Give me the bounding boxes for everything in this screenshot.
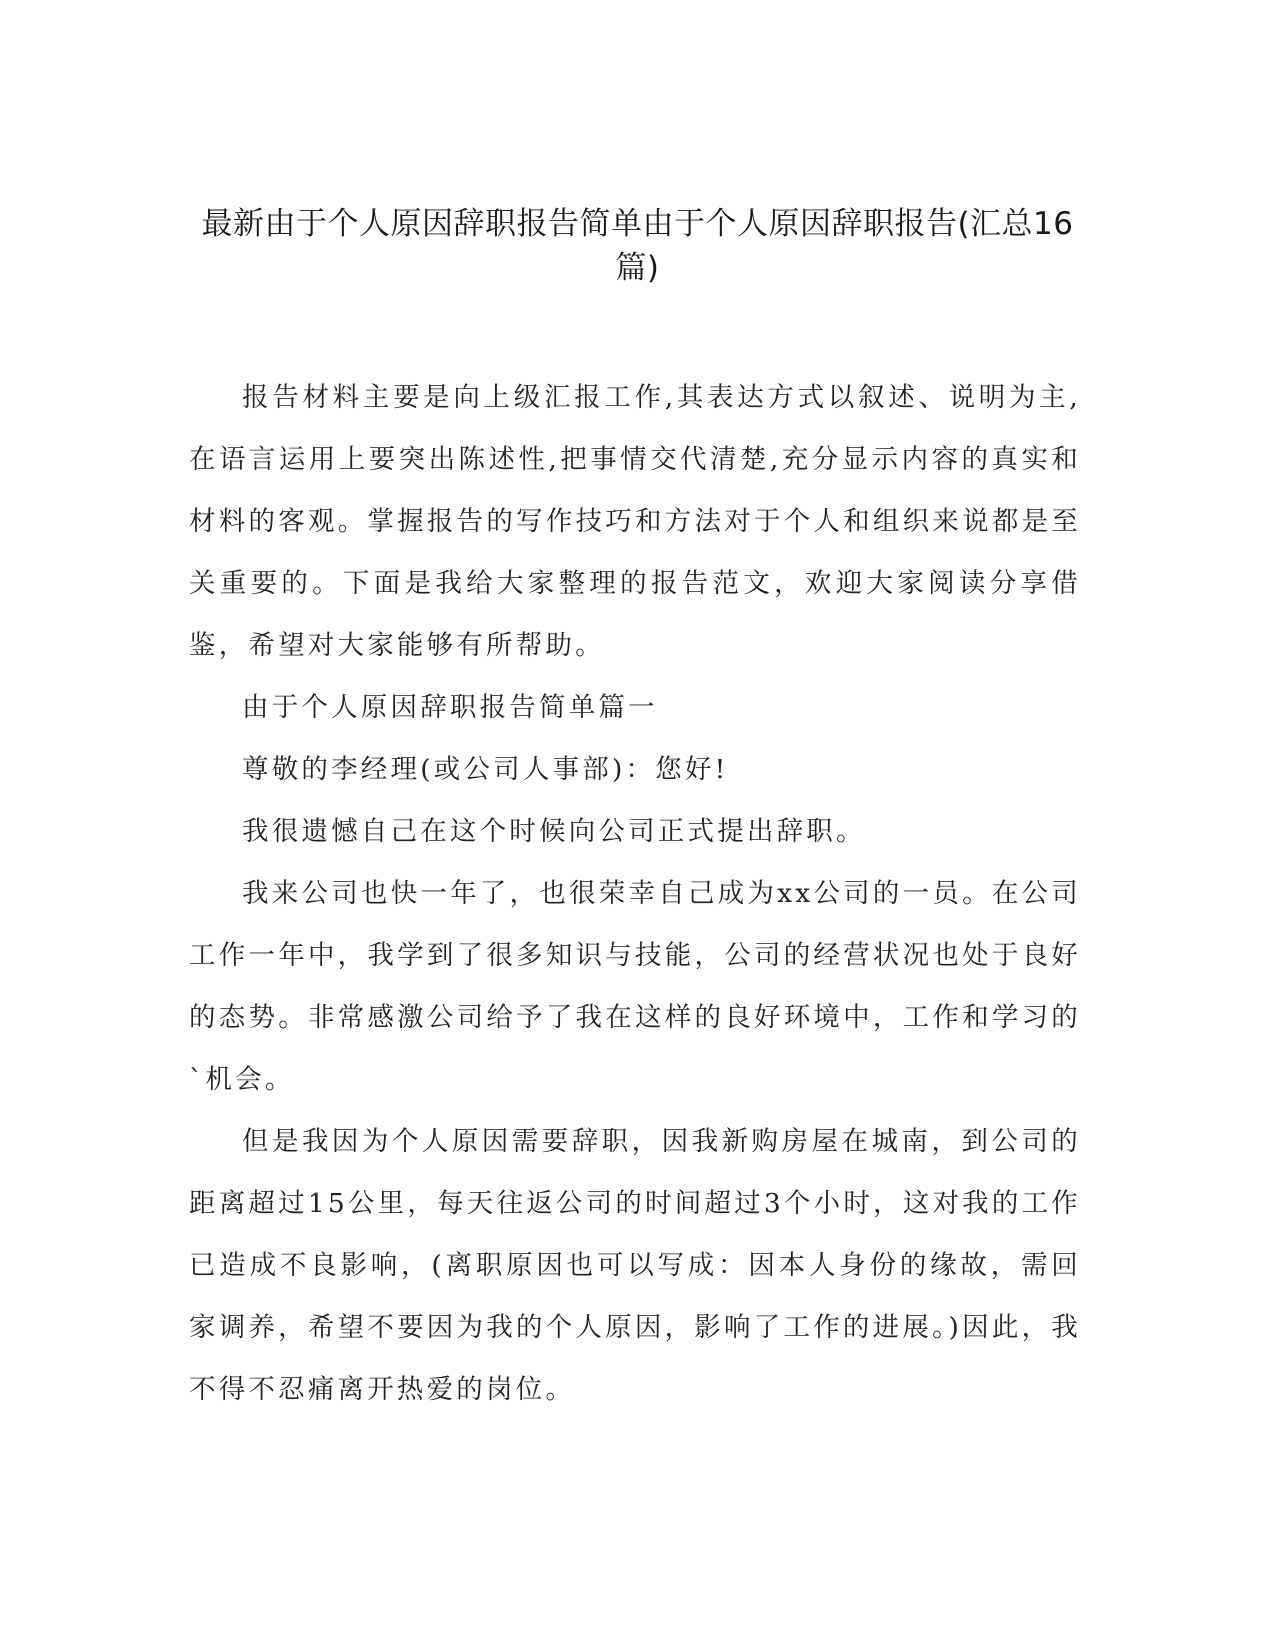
body-paragraph: 但是我因为个人原因需要辞职，因我新购房屋在城南，到公司的距离超过15公里，每天往返公司的时间超过3个小时，这对我的工作已造成不良影响，(离职原因也可以写成：因本人身份的缘故，需回家调养，希望不要因为我的个人原因，影响了工作的进展。)因此，我不得不忍痛离开热爱的岗位。 <box>189 1126 1081 1405</box>
intro-paragraph: 报告材料主要是向上级汇报工作,其表达方式以叙述、说明为主,在语言运用上要突出陈述性,把事情交代清楚,充分显示内容的真实和材料的客观。掌握报告的写作技巧和方法对于个人和组织来说都是至关重要的。下面是我给大家整理的报告范文，欢迎大家阅读分享借鉴，希望对大家能够有所帮助。 <box>189 382 1081 661</box>
document-body <box>189 367 1081 1421</box>
body-paragraph: 我很遗憾自己在这个时候向公司正式提出辞职。 <box>242 816 866 847</box>
body-paragraph: 我来公司也快一年了，也很荣幸自己成为xx公司的一员。在公司工作一年中，我学到了很多知识与技能，公司的经营状况也处于良好的态势。非常感激公司给予了我在这样的良好环境中，工作和学习的`机会。 <box>189 878 1081 1095</box>
document-title: 最新由于个人原因辞职报告简单由于个人原因辞职报告(汇总16篇) <box>201 206 1074 286</box>
section-heading: 由于个人原因辞职报告简单篇一 <box>242 692 658 723</box>
salutation: 尊敬的李经理(或公司人事部)：您好! <box>242 754 729 785</box>
